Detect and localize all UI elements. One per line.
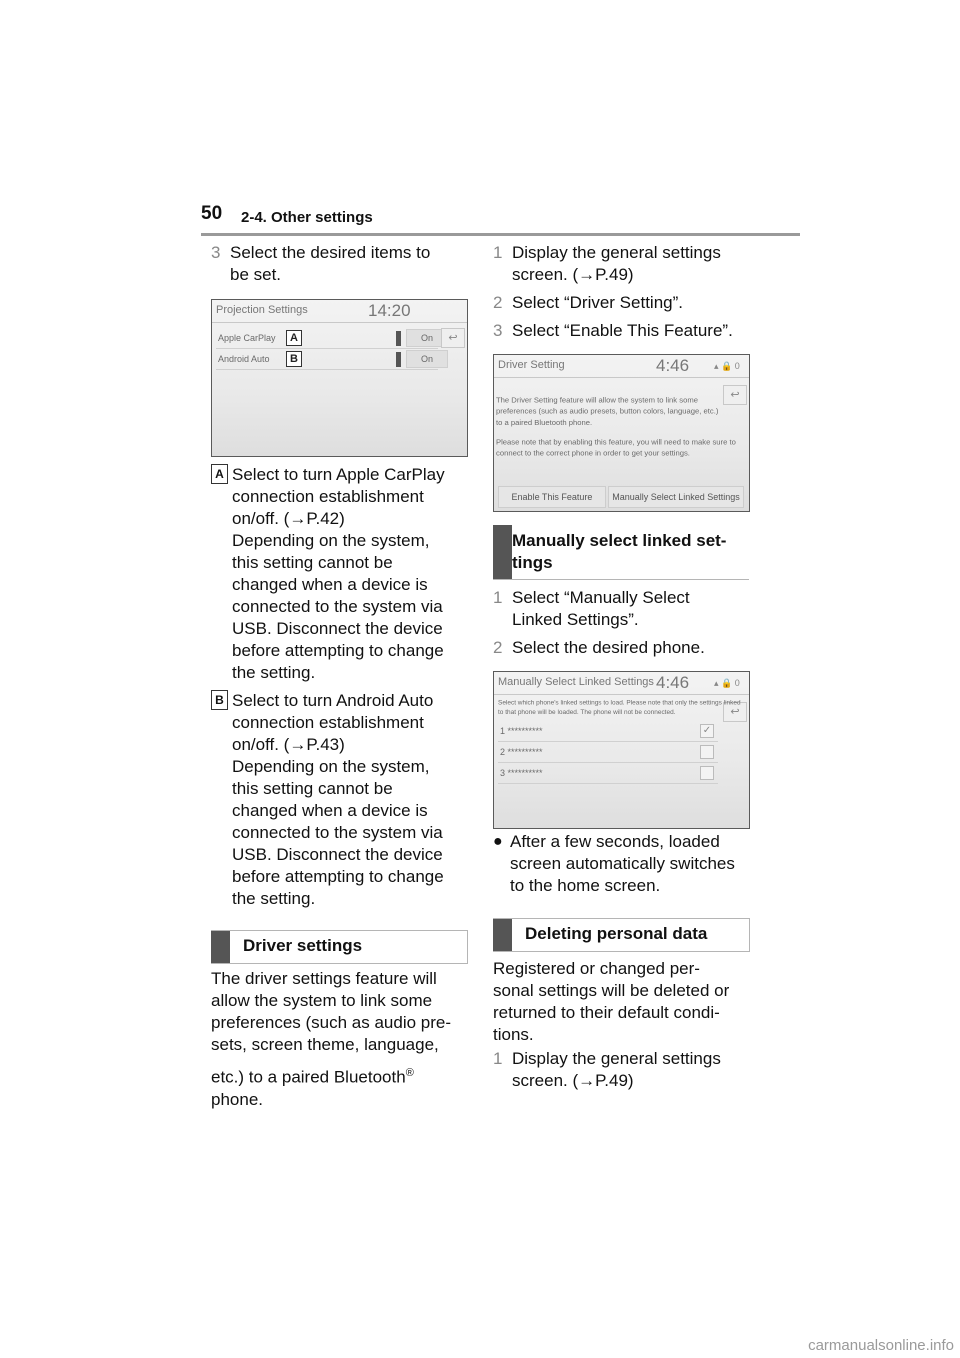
heading-driver-settings	[211, 930, 468, 964]
bullet-icon: ●	[493, 833, 503, 850]
step-1-display-general	[493, 242, 753, 288]
step-text-line: screen. (→P.49)	[512, 1071, 634, 1090]
row-label: Apple CarPlay	[218, 333, 276, 343]
step-3-select-items	[211, 242, 471, 288]
enable-feature-button: Enable This Feature	[498, 486, 606, 508]
screen-title: Driver Setting	[498, 359, 565, 371]
heading-bar	[493, 919, 512, 951]
text-line: Please note that by enabling this feature, you will need to make sure to	[496, 437, 736, 446]
step-text-line: Linked Settings”.	[512, 610, 639, 629]
bullet-item	[493, 831, 753, 899]
text-line: preferences (such as audio pre-	[211, 1013, 452, 1032]
text-line: Select to turn Apple CarPlay	[232, 465, 445, 484]
toggle-indicator	[396, 352, 401, 367]
text-line: Select to turn Android Auto	[232, 691, 434, 710]
text-line: this setting cannot be	[232, 553, 393, 572]
heading-text: Deleting personal data	[525, 924, 708, 943]
step-number: 2	[493, 293, 503, 312]
text-line: on/off. (→P.43)	[232, 735, 345, 754]
phone-row-3	[498, 763, 718, 784]
toggle-indicator	[396, 331, 401, 346]
text-line: on/off. (→P.42)	[232, 509, 345, 528]
heading-text: Driver settings	[243, 936, 363, 955]
phone-row-2	[498, 742, 718, 763]
step-text-line: Display the general settings	[512, 1049, 721, 1068]
text-line: the setting.	[232, 663, 316, 682]
driver-setting-screenshot	[493, 354, 750, 512]
text-line: changed when a device is	[232, 575, 428, 594]
text-line: to a paired Bluetooth phone.	[496, 417, 593, 427]
step-text-line: Select the desired items to	[230, 243, 431, 262]
watermark: carmanualsonline.info	[808, 1337, 954, 1354]
carplay-on-button: On	[406, 329, 448, 347]
step-text-line: Select the desired phone.	[512, 638, 705, 657]
projection-settings-screenshot	[211, 299, 468, 457]
screen-clock: 4:46	[656, 356, 690, 375]
driver-settings-paragraph	[211, 968, 471, 1111]
text-line: After a few seconds, loaded	[510, 832, 720, 851]
text-line: USB. Disconnect the device	[232, 845, 443, 864]
step-text-line: Select “Enable This Feature”.	[512, 321, 733, 340]
text-line: before attempting to change	[232, 641, 444, 660]
text-span: etc.) to a paired Bluetooth	[211, 1067, 406, 1087]
back-icon: ↩	[441, 328, 465, 348]
text-line: to that phone will be loaded. The phone will not be connected.	[498, 708, 676, 716]
description-text	[496, 395, 736, 459]
screen-clock: 4:46	[656, 673, 690, 692]
item-b-description	[232, 690, 472, 910]
callout-a: A	[286, 330, 302, 346]
header-rule	[201, 233, 800, 236]
text-line: to the home screen.	[510, 876, 661, 895]
heading-deleting-personal-data	[493, 918, 750, 952]
manual-select-button: Manually Select Linked Settings	[608, 486, 744, 508]
status-icons: ▴ 🔒 0	[714, 361, 740, 371]
step-number: 2	[493, 638, 503, 657]
step-text-line: screen. (→P.49)	[512, 265, 634, 284]
step-number: 1	[493, 1049, 503, 1068]
heading-bar	[493, 525, 512, 579]
section-title: 2-4. Other settings	[241, 209, 373, 226]
android-on-button: On	[406, 350, 448, 368]
manual-select-screenshot	[493, 671, 750, 829]
step-text-line: Display the general settings	[512, 243, 721, 262]
text-line-bluetooth	[211, 1062, 471, 1089]
text-line: preferences (such as audio presets, button colors, language, etc.)	[496, 406, 719, 416]
status-icons: ▴ 🔒 0	[714, 678, 740, 688]
text-line: Registered or changed per-	[493, 959, 700, 978]
text-line: returned to their default condi-	[493, 1003, 720, 1022]
phone-label: 2 **********	[500, 747, 543, 757]
text-line: connection establishment	[232, 487, 424, 506]
step-3-enable-feature	[493, 320, 753, 344]
callout-b: B	[286, 351, 302, 367]
text-line: The driver settings feature will	[211, 969, 437, 988]
step-1-select-manual	[493, 587, 753, 633]
text-line: sets, screen theme, language,	[211, 1035, 439, 1054]
row-label: Android Auto	[218, 354, 270, 364]
text-line: connected to the system via	[232, 823, 443, 842]
phone-label: 1 **********	[500, 726, 543, 736]
text-line: screen automatically switches	[510, 854, 735, 873]
setting-row-apple-carplay	[216, 328, 438, 349]
step-2-select-phone	[493, 637, 753, 661]
tag-b: B	[211, 690, 228, 710]
heading-manually-select	[493, 525, 749, 580]
registered-mark: ®	[405, 1067, 414, 1079]
text-line: connection establishment	[232, 713, 424, 732]
back-icon: ↩	[723, 385, 747, 405]
step-text-line: Select “Manually Select	[512, 588, 690, 607]
text-line: Depending on the system,	[232, 531, 430, 550]
text-line: the setting.	[232, 889, 316, 908]
setting-row-android-auto	[216, 349, 438, 370]
screen-title: Projection Settings	[216, 304, 308, 316]
step-1-display-general-2	[493, 1048, 753, 1094]
heading-bar	[211, 931, 230, 963]
step-2-select-driver	[493, 292, 753, 316]
step-number: 1	[493, 243, 503, 262]
text-line: The Driver Setting feature will allow the system to link some	[496, 395, 698, 405]
tag-a: A	[211, 464, 228, 484]
text-line: connected to the system via	[232, 597, 443, 616]
text-line: USB. Disconnect the device	[232, 619, 443, 638]
screen-clock: 14:20	[368, 301, 411, 320]
screen-title: Manually Select Linked Settings	[498, 676, 654, 688]
text-line: phone.	[211, 1089, 263, 1109]
text-line: sonal settings will be deleted or	[493, 981, 730, 1000]
item-a-description	[232, 464, 472, 684]
text-line: Depending on the system,	[232, 757, 430, 776]
phone-row-1	[498, 721, 718, 742]
heading-text-line: tings	[512, 553, 553, 572]
description-text	[498, 698, 741, 717]
heading-text-line: Manually select linked set-	[512, 531, 727, 550]
bullet-text	[510, 831, 735, 897]
text-line: connect to the correct phone in order to get your settings.	[496, 448, 690, 458]
phone-label: 3 **********	[500, 768, 543, 778]
back-icon: ↩	[723, 702, 747, 722]
text-line: this setting cannot be	[232, 779, 393, 798]
text-line: Select which phone's linked settings to load. Please note that only the settings linked	[498, 698, 741, 706]
text-line: changed when a device is	[232, 801, 428, 820]
step-number: 3	[211, 243, 221, 262]
checkbox-icon	[700, 766, 714, 780]
step-text-line: Select “Driver Setting”.	[512, 293, 683, 312]
checkbox-checked-icon: ✓	[700, 724, 714, 738]
step-text-line: be set.	[230, 265, 282, 284]
checkbox-icon	[700, 745, 714, 759]
text-line: tions.	[493, 1025, 534, 1044]
text-line: allow the system to link some	[211, 991, 433, 1010]
page-number: 50	[201, 203, 223, 224]
step-number: 3	[493, 321, 503, 340]
text-line: before attempting to change	[232, 867, 444, 886]
delete-paragraph	[493, 958, 753, 1046]
step-number: 1	[493, 588, 503, 607]
